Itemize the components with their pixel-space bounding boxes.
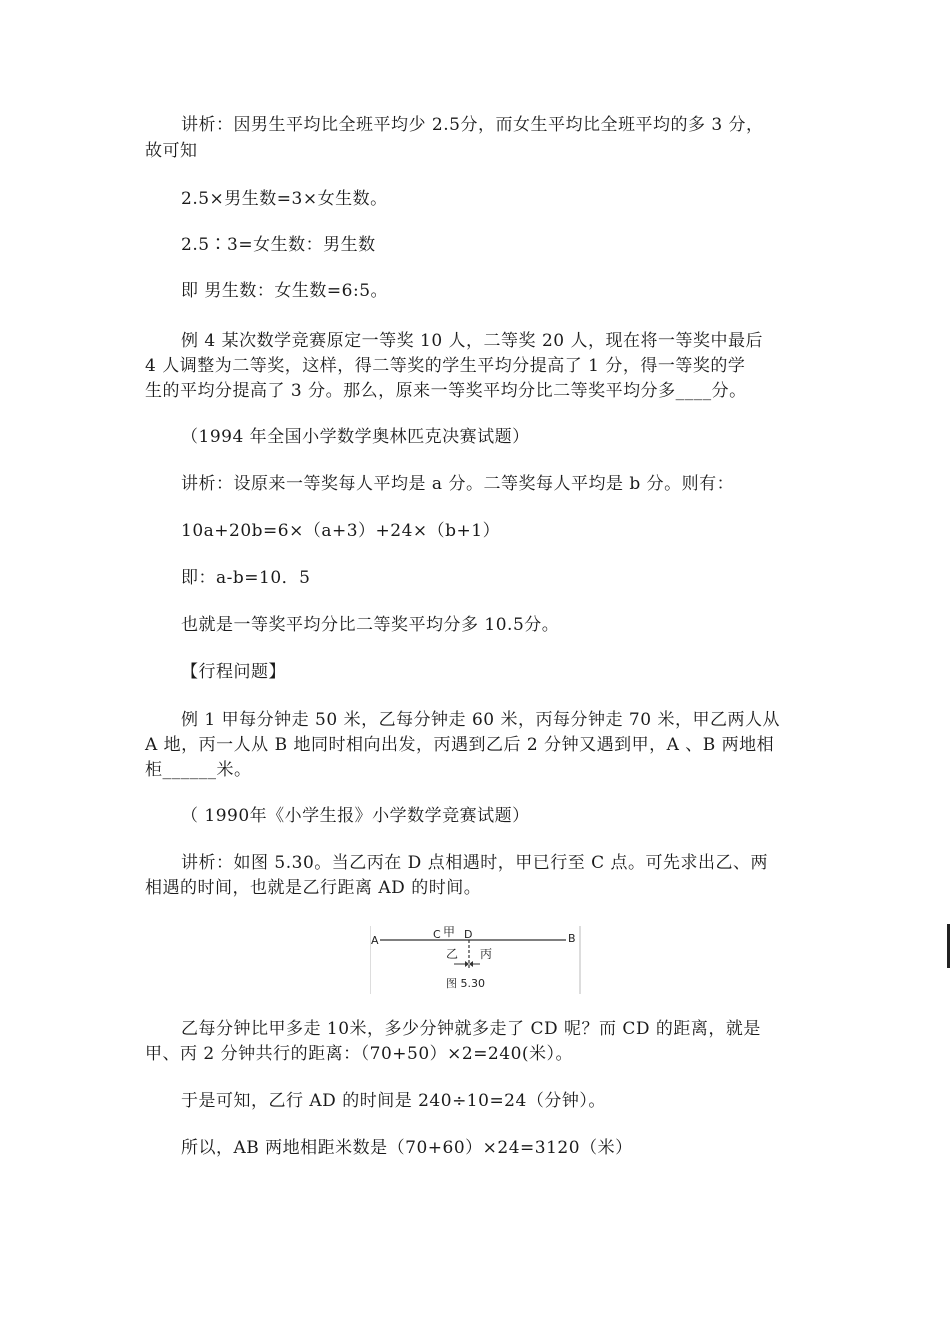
p1-line1-text: 讲析：因男生平均比全班平均少 2.5分，而女生平均比全班平均的多 3 分， [181,115,764,135]
ex1-line1-text: 例 1 甲每分钟走 50 米，乙每分钟走 60 米，丙每分钟走 70 米，甲乙两人从 [181,710,780,730]
label-b: B [568,932,576,945]
step2-text: 于是可知，乙行 AD 的时间是 240÷10=24（分钟）。 [181,1091,606,1111]
analysis-2-line2-text: 相遇的时间，也就是乙行距离 AD 的时间。 [145,878,482,898]
figure-5-30 [370,924,582,996]
paragraph-line [145,114,764,136]
ex4-line2-text: 4 人调整为二等奖，这样，得二等奖的学生平均分提高了 1 分，得一等奖的学 [145,356,746,376]
step1-line1-text: 乙每分钟比甲多走 10米，多少分钟就多走了 CD 呢？而 CD 的距离，就是 [181,1019,761,1039]
section-heading: 【行程问题】 [181,662,286,682]
label-d: D [464,928,473,941]
bing-arrowhead [469,961,473,967]
figure-diagram [370,924,582,996]
yi-arrowhead [465,961,469,967]
ex4-line1-text: 例 4 某次数学竞赛原定一等奖 10 人，二等奖 20 人，现在将一等奖中最后 [181,331,764,351]
step3-text: 所以，AB 两地相距米数是（70+60）×24=3120（米） [181,1138,633,1158]
equation-1-text: 10a+20b=6×（a+3）+24×（b+1） [181,521,501,541]
label-c: C [433,928,441,941]
conclusion-1-text: 也就是一等奖平均分比二等奖平均分多 10.5分。 [181,615,560,635]
equation-2-text: 即：a-b=10．5 [181,568,311,588]
ex1-line3-text: 柜______米。 [145,760,252,780]
p4-text: 即 男生数：女生数=6:5。 [181,281,389,301]
label-yi: 乙 [446,947,459,961]
figure-caption: 图 5.30 [446,977,485,990]
p2-text: 2.5×男生数=3×女生数。 [181,189,388,209]
source-1990-text: （ 1990年《小学生报》小学数学竞赛试题） [181,806,530,826]
label-jia: 甲 [443,925,456,939]
ex1-line2-text: A 地，丙一人从 B 地同时相向出发，丙遇到乙后 2 分钟又遇到甲，A 、B 两地相 [145,735,775,755]
step1-line2-text: 甲、丙 2 分钟共行的距离：（70+50）×2=240(米）。 [145,1044,574,1064]
analysis-1-text: 讲析：设原来一等奖每人平均是 a 分。二等奖每人平均是 b 分。则有： [181,474,735,494]
label-bing: 丙 [480,947,493,961]
label-a: A [371,934,379,947]
source-1994-text: （1994 年全国小学数学奥林匹克决赛试题） [181,427,530,447]
p3-text: 2.5∶3=女生数：男生数 [181,235,376,255]
p1-line2-text: 故可知 [145,141,198,161]
analysis-2-line1-text: 讲析：如图 5.30。当乙丙在 D 点相遇时，甲已行至 C 点。可先求出乙、两 [181,853,769,873]
ex4-line3-text: 生的平均分提高了 3 分。那么，原来一等奖平均分比二等奖平均分多____分。 [145,381,747,401]
